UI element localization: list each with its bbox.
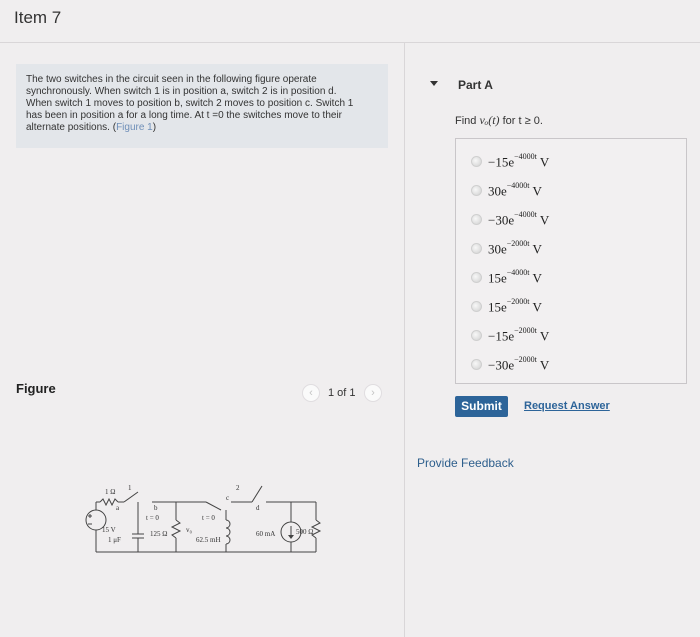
answer-choices (455, 138, 687, 384)
radio-button[interactable] (471, 156, 482, 167)
problem-line: has been in position a for a long time. At t =0 the switches move to their (26, 110, 343, 121)
problem-line: When switch 1 moves to position b, switch 2 moves to position c. Switch 1 (26, 98, 354, 109)
radio-button[interactable] (471, 243, 482, 254)
position-d-label: d (256, 504, 260, 512)
voltage-source-label: 15 V (102, 526, 116, 534)
problem-line: The two switches in the circuit seen in the following figure operate (26, 74, 317, 85)
radio-button[interactable] (471, 272, 482, 283)
choice-expression: $15e^{-4000t}$ V (488, 268, 542, 286)
figure-label: Figure (16, 381, 56, 396)
problem-statement (16, 64, 388, 148)
capacitor-label: 1 μF (108, 536, 121, 544)
prev-figure-icon[interactable]: ‹ (302, 384, 320, 402)
position-c-label: c (226, 494, 230, 502)
circuit-diagram (76, 480, 336, 560)
answer-choice[interactable] (456, 325, 686, 345)
inductor-label: 62.5 mH (196, 536, 221, 544)
radio-button[interactable] (471, 214, 482, 225)
choice-expression: $15e^{-2000t}$ V (488, 297, 542, 315)
choice-expression: $30e^{-4000t}$ V (488, 181, 542, 199)
figure-link[interactable]: Figure 1 (116, 122, 153, 133)
answer-choice[interactable] (456, 354, 686, 374)
answer-choice[interactable] (456, 238, 686, 258)
answer-choice[interactable] (456, 296, 686, 316)
resistor-2-label: 125 Ω (150, 530, 168, 538)
choice-expression: $-15e^{-2000t}$ V (488, 326, 550, 344)
choice-expression: $-30e^{-4000t}$ V (488, 210, 550, 228)
radio-button[interactable] (471, 301, 482, 312)
switch-time-label: t = 0 (146, 514, 159, 522)
item-title: Item 7 (14, 8, 62, 27)
vo-label: v₀ (186, 526, 192, 534)
answer-choice[interactable] (456, 209, 686, 229)
choice-expression: $30e^{-2000t}$ V (488, 239, 542, 257)
answer-choice[interactable] (456, 267, 686, 287)
question-text: Find vₒ(t) for t ≥ 0. (455, 113, 543, 127)
current-source-label: 60 mA (256, 530, 276, 538)
request-answer-link[interactable]: Request Answer (524, 400, 610, 412)
switch-1-label: 1 (128, 484, 132, 492)
submit-button[interactable]: Submit (455, 396, 508, 417)
answer-choice[interactable] (456, 151, 686, 171)
problem-line: alternate positions. (Figure 1) (26, 122, 157, 133)
next-figure-icon[interactable]: › (364, 384, 382, 402)
header-divider (0, 42, 700, 43)
part-a-label: Part A (458, 78, 493, 92)
figure-count: 1 of 1 (328, 387, 356, 399)
choice-expression: $-15e^{-4000t}$ V (488, 152, 550, 170)
radio-button[interactable] (471, 330, 482, 341)
question-variable: vₒ(t) (479, 113, 500, 127)
collapse-triangle-icon[interactable] (430, 81, 438, 86)
choice-expression: $-30e^{-2000t}$ V (488, 355, 550, 373)
position-b-label: b (154, 504, 158, 512)
radio-button[interactable] (471, 185, 482, 196)
answer-choice[interactable] (456, 180, 686, 200)
resistor-1-label: 1 Ω (105, 488, 116, 496)
problem-line: synchronously. When switch 1 is in position a, switch 2 is in position d. (26, 86, 337, 97)
radio-button[interactable] (471, 359, 482, 370)
resistor-3-label: 500 Ω (296, 528, 314, 536)
switch-time-label-2: t = 0 (202, 514, 215, 522)
provide-feedback-link[interactable]: Provide Feedback (417, 456, 514, 470)
pane-divider (404, 42, 405, 637)
position-a-label: a (116, 504, 120, 512)
switch-2-label: 2 (236, 484, 240, 492)
